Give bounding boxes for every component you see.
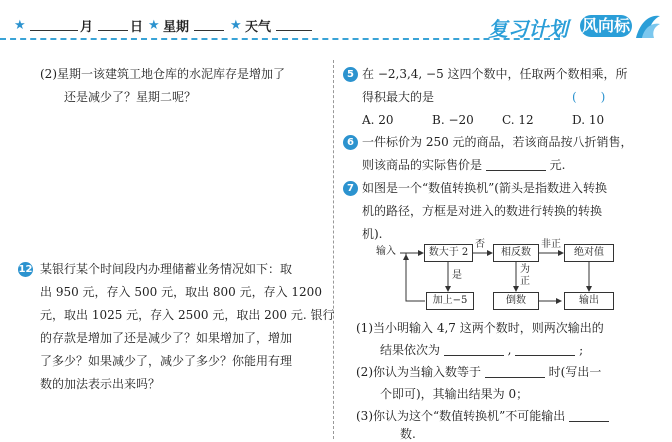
sub1-text-a: 结果依次为 (380, 343, 441, 357)
q6-text-a: 则该商品的实际售价是 (362, 158, 483, 172)
header-divider (0, 38, 560, 40)
month-label: 月 (80, 20, 94, 35)
question-number-6: 6 (343, 135, 358, 150)
question-number-12: 12 (18, 264, 33, 275)
sub1-text-c: ; (579, 343, 584, 357)
sub1-line2 (380, 342, 583, 358)
sub3-line1 (356, 408, 609, 424)
flow-label-yes: 是 (452, 270, 462, 281)
sub3-answer-blank[interactable] (569, 409, 609, 422)
question-number-5: 5 (343, 67, 358, 82)
weekday-blank (194, 30, 224, 31)
brand-main: 复习计划 (488, 17, 568, 41)
weekday-label: 星期 (163, 20, 190, 35)
day-label: 日 (130, 20, 144, 35)
flow-label-no: 否 (475, 239, 485, 250)
flow-input-label: 输入 (376, 246, 396, 257)
q12-line: 了多少？如果减少了，减少了多少？你能用有理 (40, 354, 293, 368)
sub3-line2: 数. (400, 427, 416, 441)
q12-line: 出 950 元，存入 500 元，取出 800 元，存入 1200 (40, 285, 322, 299)
weather-label: 天气 (245, 20, 272, 35)
q6-text-b: 元. (549, 158, 566, 172)
q5-option-a: A. 20 (362, 113, 394, 127)
sub2-line2: 个即可)，其输出结果为 0； (380, 387, 529, 401)
flow-box-gt2: 数大于 2 (424, 244, 473, 262)
sub2-text-a: (2)你认为当输入数等于 (356, 365, 481, 379)
q12-line: 的存款是增加了还是减少了？如果增加了，增加 (40, 331, 293, 345)
q7-line: 机的路径，方框是对进入的数进行转换的转换 (362, 204, 603, 218)
star-icon: ★ (148, 18, 160, 33)
q5-option-b: B. −20 (432, 113, 474, 127)
conversion-machine-diagram (370, 240, 620, 312)
flow-box-abs: 绝对值 (564, 244, 614, 262)
flow-box-output: 输出 (564, 292, 614, 310)
sub1-text-b: , (507, 343, 512, 357)
weather-blank (276, 30, 312, 31)
month-blank (30, 30, 78, 31)
q12-line: 数的加法表示出来吗？ (40, 377, 161, 391)
sub1-line1: (1)当小明输入 4,7 这两个数时，则两次输出的 (356, 321, 604, 335)
flow-box-neg: 相反数 (493, 244, 539, 262)
wave-icon (634, 12, 662, 40)
day-blank (98, 30, 128, 31)
q12-line: 某银行某个时间段内办理储蓄业务情况如下：取 (40, 262, 293, 276)
q6-answer-blank[interactable] (486, 158, 546, 171)
brand-logo (488, 12, 666, 42)
brand-sub: 风向标 (581, 16, 630, 35)
q12-line: 元，取出 1025 元，存入 2500 元，取出 200 元. 银行 (40, 308, 335, 322)
q6-line1: 一件标价为 250 元的商品，若该商品按八折销售， (362, 135, 633, 149)
q5-option-c: C. 12 (502, 113, 534, 127)
flow-box-recip: 倒数 (493, 292, 539, 310)
sub2-answer-blank[interactable] (485, 365, 545, 378)
q5-answer-paren: ( ) (572, 90, 606, 104)
column-divider (333, 60, 334, 439)
star-icon: ★ (14, 18, 26, 33)
sub3-text-a: (3)你认为这个“数值转换机”不可能输出 (356, 409, 566, 423)
flow-box-minus5: 加上−5 (426, 292, 474, 310)
sub2-line1 (356, 364, 601, 380)
page-header (0, 0, 672, 50)
prev-q-part2-line2: 还是减少了？星期二呢？ (64, 90, 197, 104)
sub1-answer-blank-2[interactable] (515, 343, 575, 356)
q5-line2: 得积最大的是 (362, 90, 435, 104)
q5-option-d: D. 10 (572, 113, 605, 127)
star-icon: ★ (230, 18, 242, 33)
q6-line2 (362, 157, 566, 173)
prev-q-part2-line1: (2)星期一该建筑工地仓库的水泥库存是增加了 (40, 67, 285, 81)
q5-line1: 在 −2,3,4, −5 这四个数中，任取两个数相乘，所 (362, 67, 628, 81)
q7-line: 如图是一个“数值转换机”(箭头是指数进入转换 (362, 181, 607, 195)
flow-label-pos-a: 为 (520, 264, 530, 275)
sub1-answer-blank-1[interactable] (444, 343, 504, 356)
q7-line: 机). (362, 227, 383, 241)
sub2-text-b: 时(写出一 (548, 365, 602, 379)
question-number-7: 7 (343, 181, 358, 196)
flow-label-nonpos: 非正 (541, 239, 561, 250)
flow-label-pos-b: 正 (520, 276, 530, 287)
